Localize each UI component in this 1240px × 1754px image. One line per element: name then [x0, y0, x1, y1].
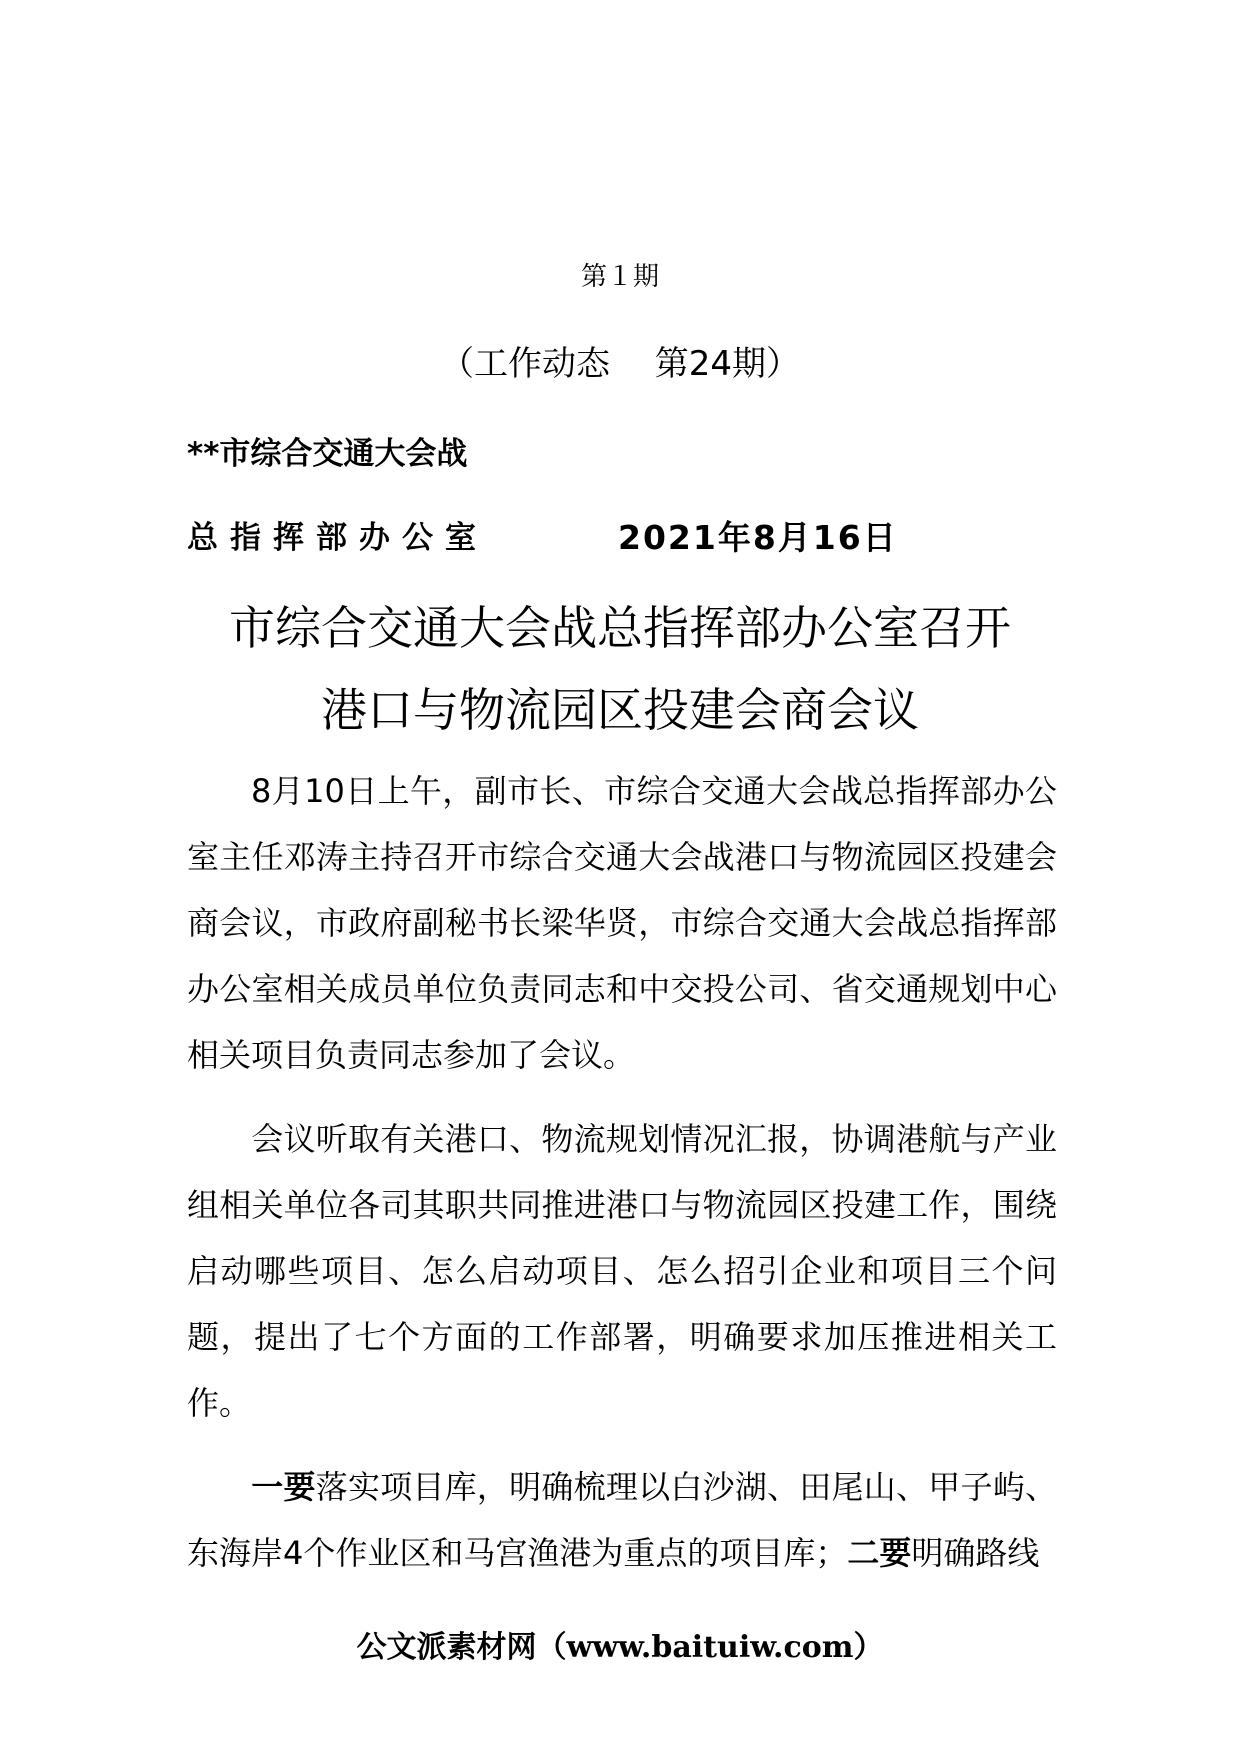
- paragraph-3-bold-1: 一要: [251, 1468, 316, 1506]
- issue-date: 2021年8月16日: [618, 518, 898, 557]
- paragraph-3-bold-2: 二要: [847, 1534, 912, 1572]
- issuing-org-line2: 总指挥部办公室: [187, 520, 488, 556]
- paragraph-2-text: 会议听取有关港口、物流规划情况汇报，协调港航与产业组相关单位各司其职共同推进港口与物流园区投建工作，围绕启动哪些项目、怎么启动项目、怎么招引企业和项目三个问题，提出了七个方面的工作部署，明确要求加压推进相关工作。: [187, 1120, 1057, 1422]
- document-title-line2: 港口与物流园区投建会商会议: [321, 683, 919, 737]
- paragraph-2: [187, 1106, 1057, 1436]
- paragraph-3-text-2: 明确路线: [911, 1534, 1040, 1572]
- footer-watermark: 公文派素材网（www.baituiw.com）: [356, 1630, 884, 1665]
- sub-issue-number: （工作动态 第24期）: [439, 344, 801, 384]
- paragraph-1: [187, 758, 1057, 1088]
- document-title-line1: 市综合交通大会战总指挥部办公室召开: [229, 601, 1011, 655]
- paragraph-3-text-1: 落实项目库，明确梳理以白沙湖、田尾山、甲子屿、东海岸4个作业区和马宫渔港为重点的项目库；: [187, 1468, 1057, 1572]
- issue-number: 第１期: [580, 262, 659, 292]
- paragraph-1-text: 8月10日上午，副市长、市综合交通大会战总指挥部办公室主任邓涛主持召开市综合交通大会战港口与物流园区投建会商会议，市政府副秘书长梁华贤，市综合交通大会战总指挥部办公室相关成员单位负责同志和中交投公司、省交通规划中心相关项目负责同志参加了会议。: [187, 772, 1057, 1074]
- issuing-org-line1: **市综合交通大会战: [187, 436, 468, 472]
- paragraph-3: [187, 1454, 1057, 1586]
